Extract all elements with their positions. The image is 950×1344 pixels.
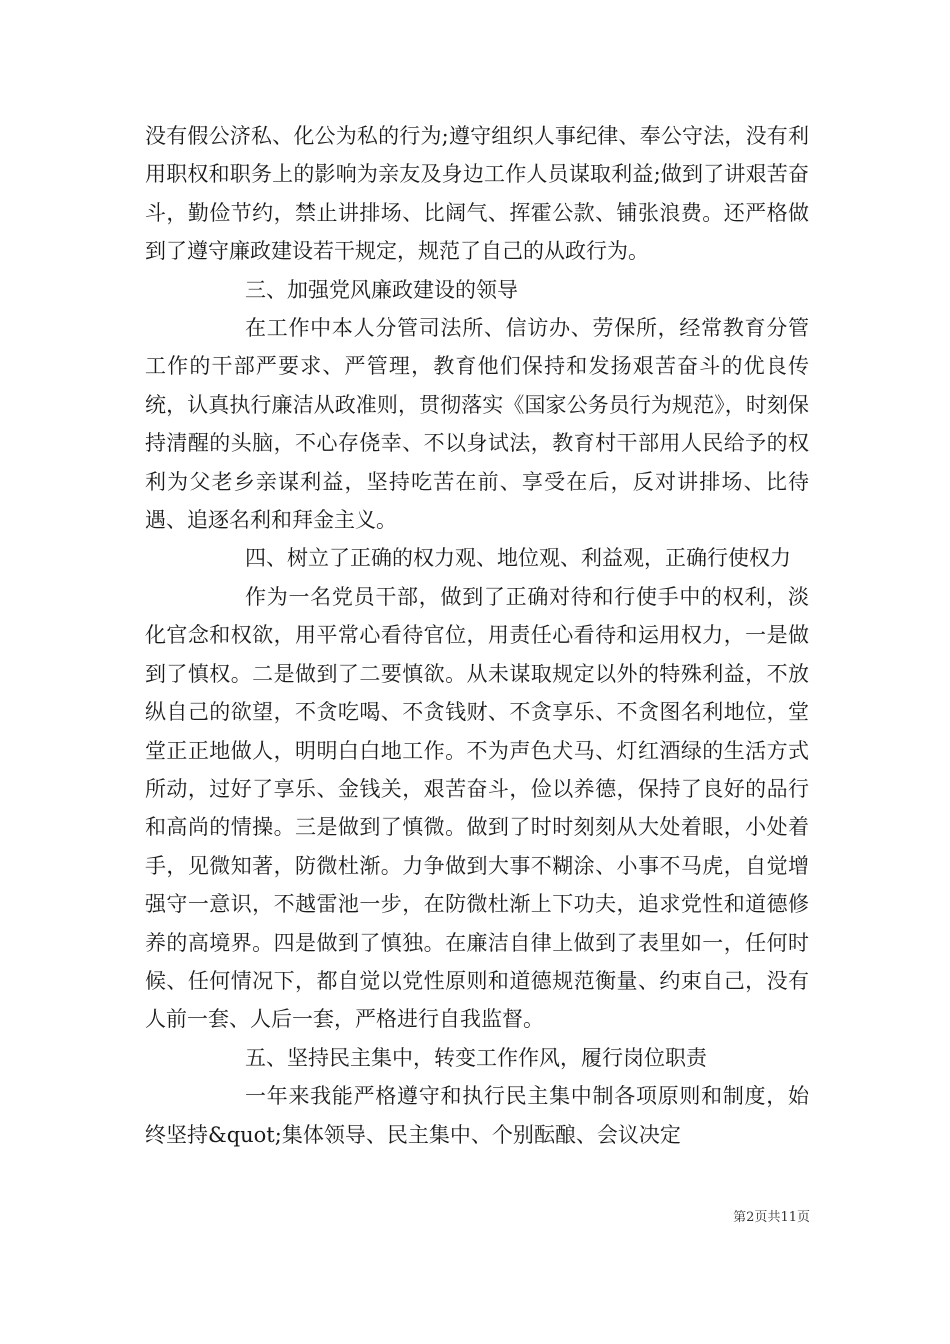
section-heading-5: 五、坚持民主集中，转变工作作风，履行岗位职责 [245,1045,707,1070]
section-heading-4: 四、树立了正确的权力观、地位观、利益观，正确行使权力 [245,546,791,571]
paragraph-section-4: 作为一名党员干部，做到了正确对待和行使手中的权利，淡化官念和权欲，用平常心看待官位，用责任心看待和运用权力，一是做到了慎权。二是做到了二要慎欲。从未谋取规定以外的特殊利益，不放纵自己的欲望，不贪吃喝、不贪钱财、不贪享乐、不贪图名利地位，堂堂正正地做人，明明白白地工作。不为声色犬马、灯红酒绿的生活方式所动，过好了享乐、金钱关，艰苦奋斗，俭以养德，保持了良好的品行和高尚的情操。三是做到了慎微。做到了时时刻刻从大处着眼，小处着手，见微知著，防微杜渐。力争做到大事不糊涂、小事不马虎，自觉增强守一意识，不越雷池一步，在防微杜渐上下功夫，追求党性和道德修养的高境界。四是做到了慎独。在廉洁自律上做到了表里如一，任何时候、任何情况下，都自觉以党性原则和道德规范衡量、约束自己，没有人前一套、人后一套，严格进行自我监督。 [145,584,809,1032]
page-footer: 第2页共11页 [733,1210,810,1225]
document-body [145,117,809,1154]
section-heading-3: 三、加强党风廉政建设的领导 [245,277,518,302]
paragraph-section-3: 在工作中本人分管司法所、信访办、劳保所，经常教育分管工作的干部严要求、严管理，教育他们保持和发扬艰苦奋斗的优良传统，认真执行廉洁从政准则，贯彻落实《国家公务员行为规范》，时刻保持清醒的头脑，不心存侥幸、不以身试法，教育村干部用人民给予的权利为父老乡亲谋利益，坚持吃苦在前、享受在后，反对讲排场、比待遇、追逐名利和拜金主义。 [145,316,809,533]
paragraph-section-5: 一年来我能严格遵守和执行民主集中制各项原则和制度，始终坚持&quot;集体领导、民主集中、个别酝酿、会议决定 [145,1084,809,1147]
paragraph-continuation: 没有假公济私、化公为私的行为;遵守组织人事纪律、奉公守法，没有利用职权和职务上的影响为亲友及身边工作人员谋取利益;做到了讲艰苦奋斗，勤俭节约，禁止讲排场、比阔气、挥霍公款、铺张浪费。还严格做到了遵守廉政建设若干规定，规范了自己的从政行为。 [145,124,809,264]
